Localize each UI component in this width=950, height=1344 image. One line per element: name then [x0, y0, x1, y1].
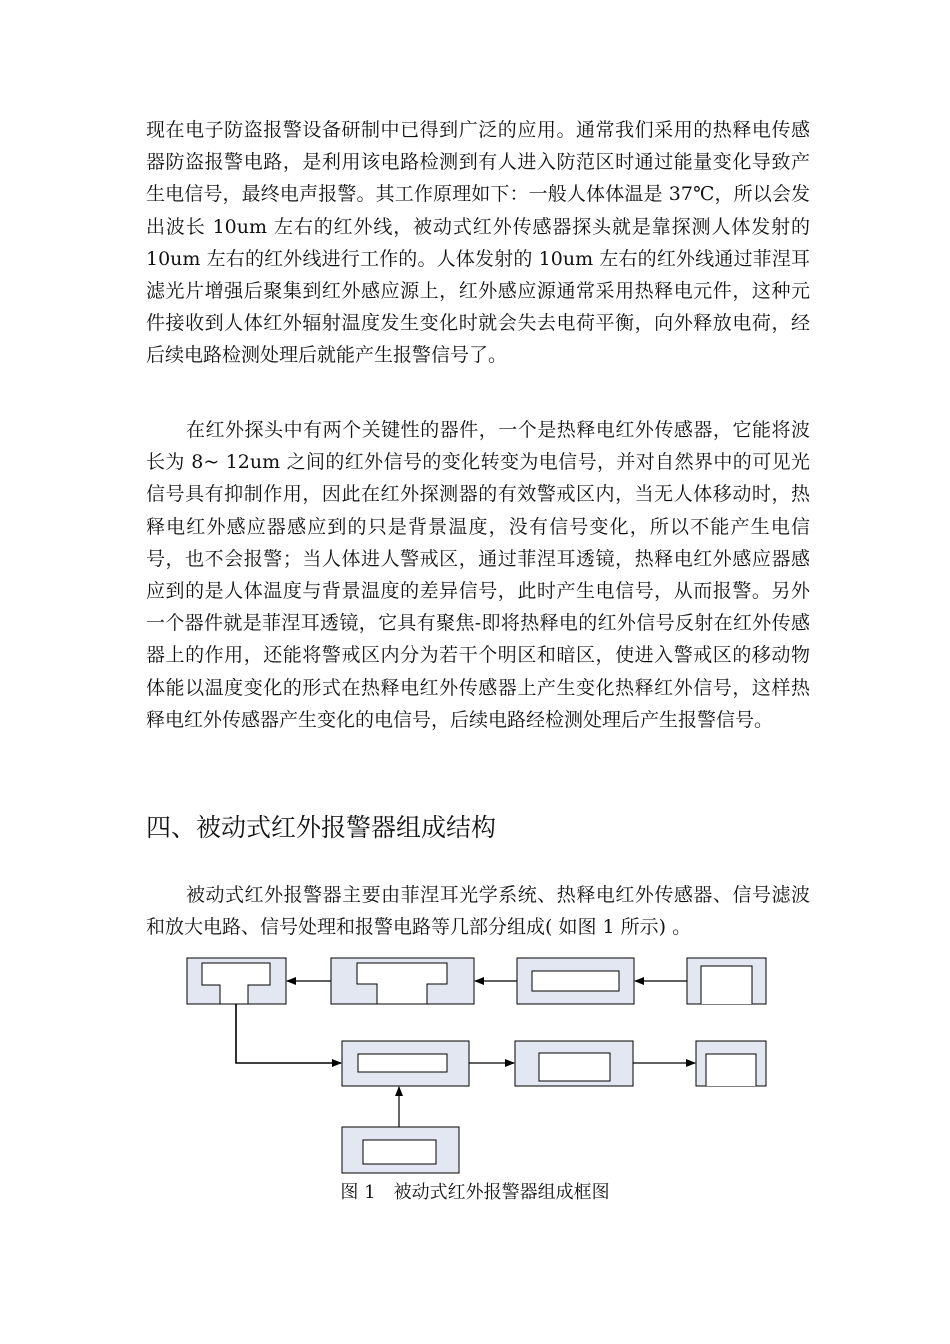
- block-comparator: [515, 1041, 633, 1086]
- block-filter-amplifier: [342, 1041, 469, 1086]
- block-pyroelectric-sensor: [517, 958, 634, 1004]
- paragraph-1: 现在电子防盗报警设备研制中已得到广泛的应用。通常我们采用的热释电传感器防盗报警电路，是利用该电路检测到有人进入防范区时通过能量变化导致产生电信号，最终电声报警。其工作原理如下：一般人体体温是 37℃，所以会发出波长 10um 左右的红外线，被动式红外传感器探头就是靠探测人体发射的 10um 左右的红外线进行工作的。人体发射的 10um 左右的红外线通过菲涅耳滤光片增强后聚集到红外感应源上，红外感应源通常采用热释电元件，这种元件接收到人体红外辐射温度发生变化时就会失去电荷平衡，向外释放电荷，经后续电路检测处理后就能产生报警信号了。: [146, 119, 810, 367]
- paragraph-3: 被动式红外报警器主要由菲涅耳光学系统、热释电红外传感器、信号滤波和放大电路、信号处理和报警电路等几部分组成( 如图 1 所示) 。: [146, 884, 810, 939]
- section-heading: 四、被动式红外报警器组成结构: [146, 813, 497, 842]
- figure-caption: 图 1 被动式红外报警器组成框图: [340, 1182, 610, 1203]
- block-alarm-output: [187, 958, 286, 1004]
- block-power-supply: [342, 1127, 459, 1173]
- block-fresnel-lens: [687, 958, 766, 1004]
- paragraph-2: 在红外探头中有两个关键性的器件，一个是热释电红外传感器，它能将波长为 8~ 12um 之间的红外信号的变化转变为电信号，并对自然界中的可见光信号具有抑制作用，因此在红外探测器的有效警戒区内，当无人体移动时，热释电红外感应器感应到的只是背景温度，没有信号变化，所以不能产生电信号，也不会报警；当人体进人警戒区，通过菲涅耳透镜，热释电红外感应器感应到的是人体温度与背景温度的差异信号，此时产生电信号，从而报警。另外一个器件就是菲涅耳透镜，它具有聚焦-即将热释电的红外信号反射在红外传感器上的作用，还能将警戒区内分为若干个明区和暗区，使进入警戒区的移动物体能以温度变化的形式在热释电红外传感器上产生变化热释红外信号，这样热释电红外传感器产生变化的电信号，后续电路经检测处理后产生报警信号。: [146, 419, 810, 731]
- block-signal-processing: [331, 958, 474, 1004]
- block-output-driver: [696, 1041, 766, 1086]
- arrow-a-to-e: [236, 1004, 341, 1063]
